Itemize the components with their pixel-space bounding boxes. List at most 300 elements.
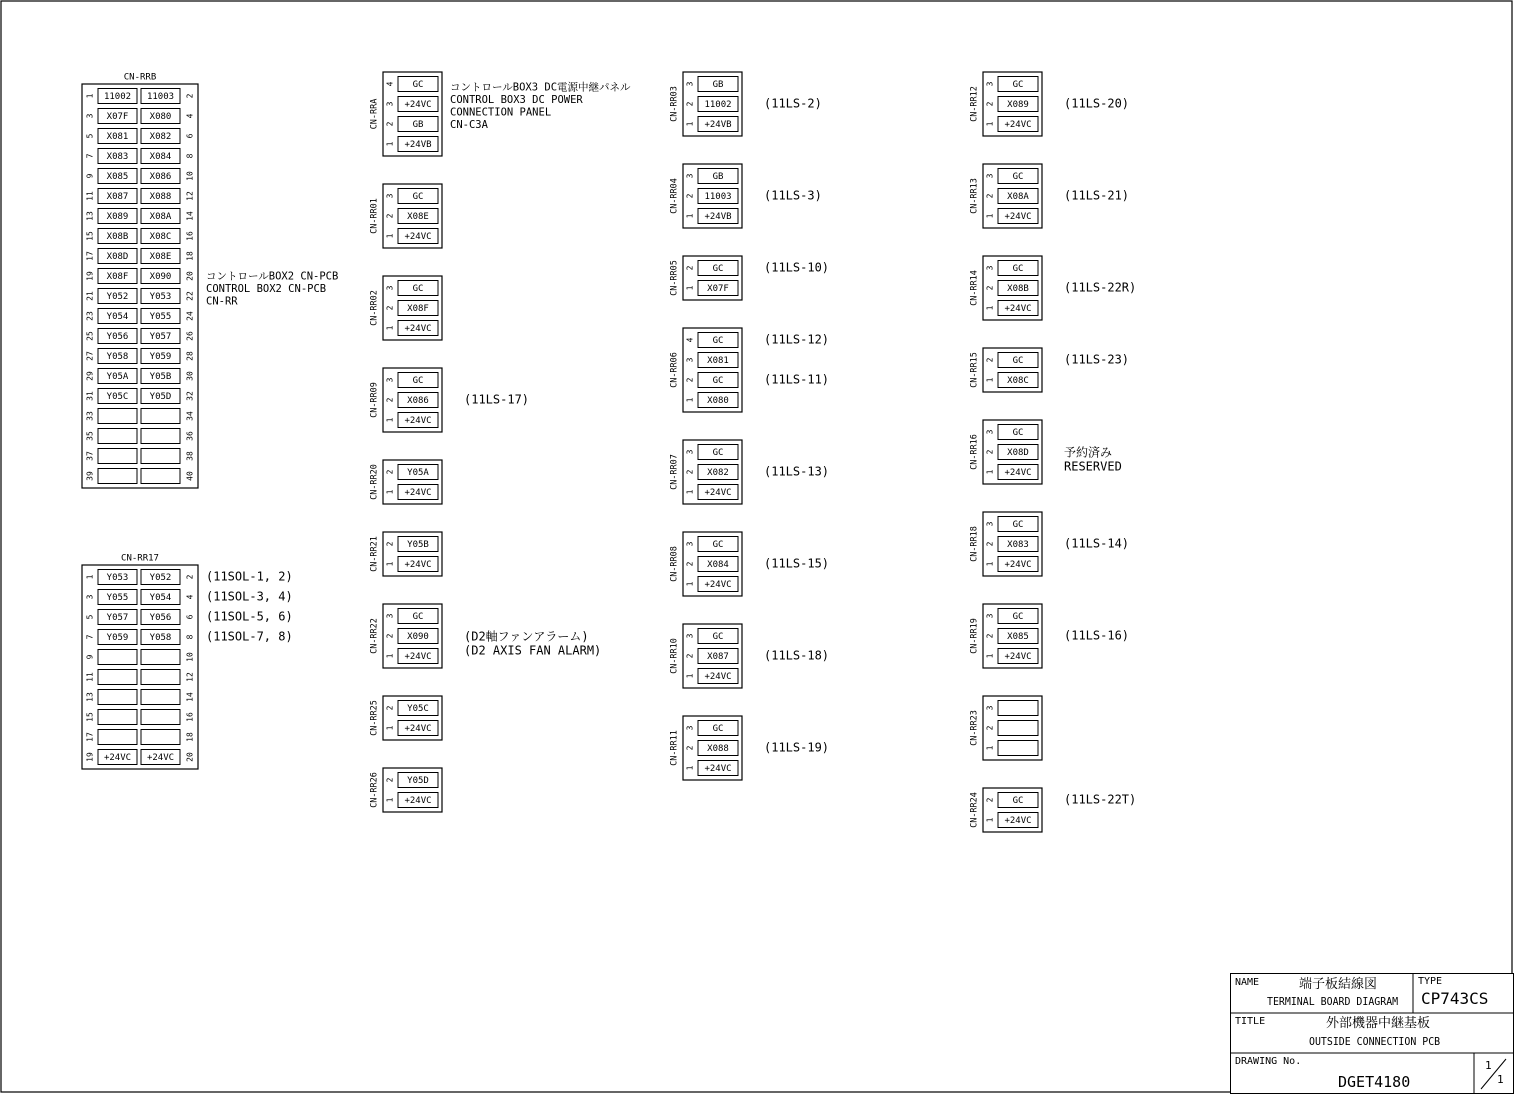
terminal-signal: +24VC (1004, 816, 1032, 826)
pin-number: 30 (185, 371, 195, 381)
pin-number: 3 (985, 265, 995, 271)
pin-number: 2 (685, 469, 695, 475)
terminal-signal: +24VC (704, 764, 732, 774)
pin-number: 3 (685, 541, 695, 547)
terminal-signal: GC (1012, 264, 1024, 274)
pin-number: 40 (185, 471, 195, 481)
pin-number: 6 (185, 614, 195, 620)
terminal-cell (98, 650, 137, 665)
connector-note: (11LS-13) (764, 464, 830, 479)
pin-number: 4 (185, 594, 195, 600)
connector-label: CN-RR16 (969, 434, 980, 470)
connector-note: (11LS-2) (764, 96, 822, 111)
terminal-signal: GB (412, 120, 424, 130)
terminal-signal: +24VB (404, 140, 432, 150)
pin-number: 35 (85, 431, 95, 441)
pin-number: 1 (685, 673, 695, 679)
terminal-signal: GC (712, 540, 724, 550)
title-jp: 外部機器中継基板 (1326, 1016, 1431, 1031)
pin-number: 2 (685, 377, 695, 383)
pin-number: 13 (85, 692, 95, 702)
terminal-signal: X084 (707, 560, 729, 570)
terminal-signal: X087 (106, 192, 129, 202)
pin-number: 2 (985, 797, 995, 803)
connector-note: (11LS-22R) (1064, 280, 1137, 295)
connector-label: CN-RR24 (969, 792, 980, 828)
pin-number: 2 (685, 265, 695, 271)
terminal-signal: Y05C (407, 704, 429, 714)
pin-number: 1 (385, 489, 395, 495)
pin-number: 1 (385, 725, 395, 731)
name-jp: 端子板結線図 (1299, 977, 1378, 992)
terminal-signal: X080 (707, 396, 729, 406)
terminal-cell (98, 690, 137, 705)
terminal-signal: GB (712, 172, 724, 182)
connector-cn-rr08 (670, 532, 743, 596)
terminal-cell (998, 741, 1038, 756)
pin-number: 16 (185, 231, 195, 241)
connector-label: CN-RR20 (369, 464, 380, 500)
pin-number: 11 (85, 191, 95, 201)
pin-number: 15 (85, 712, 95, 722)
pin-number: 4 (385, 81, 395, 87)
pin-number: 1 (985, 469, 995, 475)
pin-number: 8 (185, 153, 195, 159)
pin-number: 7 (85, 634, 95, 640)
pin-number: 1 (985, 377, 995, 383)
connector-note: RESERVED (1064, 459, 1122, 474)
connector-note: (11LS-15) (764, 556, 830, 571)
terminal-signal: Y05D (407, 776, 429, 786)
connector-label: CN-RR12 (969, 86, 980, 122)
terminal-signal: Y052 (106, 292, 129, 302)
pin-number: 2 (385, 777, 395, 783)
terminal-cell (141, 690, 180, 705)
pin-number: 11 (85, 672, 95, 682)
connector-cn-rr25 (370, 696, 443, 740)
connector-cn-rr04 (670, 164, 743, 228)
pin-number: 1 (385, 653, 395, 659)
terminal-signal: Y05A (407, 468, 429, 478)
sheet-number: 1 (1485, 1059, 1492, 1072)
pin-number: 18 (185, 732, 195, 742)
terminal-cell (998, 721, 1038, 736)
terminal-cell (98, 670, 137, 685)
pin-number: 2 (985, 357, 995, 363)
connector-cn-rr24 (970, 788, 1043, 832)
terminal-signal: Y05D (149, 392, 172, 402)
title-block (1230, 973, 1514, 1094)
pin-number: 2 (385, 121, 395, 127)
pin-number: 18 (185, 251, 195, 261)
pin-number: 1 (685, 489, 695, 495)
terminal-signal: X07F (106, 112, 129, 122)
connector-cn-rr23 (970, 696, 1043, 760)
pin-number: 34 (185, 411, 195, 421)
connector-note: (11SOL-1, 2) (206, 569, 293, 584)
connector-cn-rr01 (370, 184, 443, 248)
terminal-cell (141, 710, 180, 725)
terminal-signal: +24VC (404, 324, 432, 334)
connector-note: (11LS-20) (1064, 96, 1130, 111)
connector-cn-rrb (82, 73, 198, 489)
connector-cn-rr10 (670, 624, 743, 688)
connector-label: CN-RR17 (121, 553, 159, 564)
terminal-signal: +24VC (704, 672, 732, 682)
terminal-signal: Y056 (106, 332, 129, 342)
connector-cn-rr02 (370, 276, 443, 340)
pin-number: 19 (85, 752, 95, 762)
connector-note: (11LS-11) (764, 372, 830, 387)
terminal-signal: Y053 (149, 292, 172, 302)
connector-label: CN-RR02 (369, 290, 380, 326)
terminal-signal: 11002 (103, 92, 132, 102)
pin-number: 2 (385, 305, 395, 311)
connector-label: CN-RR04 (669, 178, 680, 214)
connector-layer (82, 72, 1136, 832)
terminal-signal: Y057 (106, 613, 129, 623)
connector-cn-rr03 (670, 72, 743, 136)
pin-number: 39 (85, 471, 95, 481)
pin-number: 2 (685, 653, 695, 659)
terminal-signal: GC (1012, 612, 1024, 622)
connector-note: CONTROL BOX2 CN-PCB (206, 283, 327, 295)
terminal-signal: X081 (707, 356, 729, 366)
connector-label: CN-RR06 (669, 352, 680, 388)
terminal-signal: GC (1012, 520, 1024, 530)
terminal-signal: GC (412, 192, 424, 202)
drawing-number: DGET4180 (1338, 1073, 1411, 1091)
connector-cn-rr12 (970, 72, 1043, 136)
pin-number: 1 (385, 233, 395, 239)
connector-label: CN-RR15 (969, 352, 980, 388)
type-value: CP743CS (1421, 989, 1489, 1008)
pin-number: 1 (685, 121, 695, 127)
terminal-signal: +24VC (404, 488, 432, 498)
terminal-signal: X08D (1007, 448, 1029, 458)
terminal-signal: X083 (106, 152, 129, 162)
pin-number: 12 (185, 191, 195, 201)
connector-note: CONNECTION PANEL (450, 106, 552, 119)
terminal-signal: +24VC (704, 488, 732, 498)
terminal-signal: X07F (707, 284, 729, 294)
pin-number: 7 (85, 153, 95, 159)
pin-number: 2 (685, 745, 695, 751)
pin-number: 2 (685, 561, 695, 567)
pin-number: 3 (685, 81, 695, 87)
terminal-signal: X080 (149, 112, 172, 122)
connector-cn-rr19 (970, 604, 1043, 668)
terminal-signal: X089 (106, 212, 129, 222)
pin-number: 2 (985, 541, 995, 547)
pin-number: 3 (985, 705, 995, 711)
terminal-cell (141, 449, 180, 464)
pin-number: 1 (685, 765, 695, 771)
terminal-signal: +24VC (404, 560, 432, 570)
connector-note: CN-C3A (450, 118, 488, 131)
terminal-signal: GC (412, 80, 424, 90)
connector-cn-rr20 (370, 460, 443, 504)
terminal-signal: +24VC (146, 753, 175, 763)
connector-note: (D2 AXIS FAN ALARM) (464, 643, 602, 658)
connector-label: CN-RR23 (969, 710, 980, 746)
pin-number: 38 (185, 451, 195, 461)
pin-number: 32 (185, 391, 195, 401)
pin-number: 10 (185, 171, 195, 181)
connector-label: CN-RRB (123, 72, 157, 83)
pin-number: 1 (685, 581, 695, 587)
pin-number: 3 (85, 594, 95, 600)
connector-note: (11LS-10) (764, 260, 830, 275)
terminal-signal: Y058 (149, 633, 172, 643)
terminal-signal: Y055 (149, 312, 172, 322)
pin-number: 14 (185, 211, 195, 221)
terminal-signal: X088 (149, 192, 172, 202)
sheet-border (1, 1, 1512, 1092)
connector-note: 予約済み (1064, 445, 1113, 460)
pin-number: 3 (385, 377, 395, 383)
terminal-signal: GC (712, 336, 724, 346)
connector-cn-rr14 (970, 256, 1043, 320)
pin-number: 19 (85, 271, 95, 281)
pin-number: 3 (85, 113, 95, 119)
terminal-signal: +24VC (1004, 468, 1032, 478)
terminal-cell (141, 429, 180, 444)
pin-number: 15 (85, 231, 95, 241)
terminal-signal: X08E (149, 252, 172, 262)
terminal-signal: Y054 (106, 312, 129, 322)
connector-cn-rr22 (370, 604, 443, 668)
terminal-signal: X088 (707, 744, 729, 754)
pin-number: 23 (85, 311, 95, 321)
terminal-cell (998, 701, 1038, 716)
terminal-signal: Y057 (149, 332, 172, 342)
pin-number: 1 (685, 397, 695, 403)
terminal-signal: Y05A (106, 372, 129, 382)
terminal-signal: Y054 (149, 593, 172, 603)
terminal-signal: GC (712, 376, 724, 386)
terminal-signal: +24VC (404, 724, 432, 734)
terminal-signal: 11003 (146, 92, 175, 102)
terminal-signal: 11003 (704, 192, 732, 202)
pin-number: 20 (185, 271, 195, 281)
connector-cn-rr15 (970, 348, 1043, 392)
terminal-signal: +24VC (1004, 212, 1032, 222)
connector-cn-rr07 (670, 440, 743, 504)
terminal-signal: +24VC (404, 652, 432, 662)
terminal-signal: X08F (106, 272, 129, 282)
terminal-signal: X084 (149, 152, 172, 162)
terminal-signal: +24VC (404, 232, 432, 242)
connector-note: (D2軸ファンアラーム) (464, 629, 589, 644)
connector-note: (11SOL-5, 6) (206, 609, 293, 624)
terminal-signal: X090 (407, 632, 429, 642)
terminal-signal: GC (412, 284, 424, 294)
terminal-signal: +24VB (704, 212, 732, 222)
pin-number: 1 (385, 417, 395, 423)
connector-note: (11LS-22T) (1064, 792, 1137, 807)
terminal-signal: +24VC (1004, 560, 1032, 570)
terminal-cell (98, 469, 137, 484)
pin-number: 3 (685, 449, 695, 455)
pin-number: 2 (385, 469, 395, 475)
pin-number: 1 (685, 213, 695, 219)
terminal-signal: X085 (1007, 632, 1029, 642)
connector-cn-rr06 (670, 328, 743, 412)
terminal-signal: Y059 (149, 352, 172, 362)
pin-number: 2 (385, 633, 395, 639)
connector-label: CN-RR13 (969, 178, 980, 214)
pin-number: 5 (85, 614, 95, 620)
connector-label: CN-RR09 (369, 382, 380, 418)
pin-number: 3 (985, 521, 995, 527)
pin-number: 1 (985, 817, 995, 823)
terminal-signal: X08E (407, 212, 429, 222)
pin-number: 1 (985, 121, 995, 127)
terminal-signal: Y058 (106, 352, 129, 362)
connector-note: (11LS-18) (764, 648, 830, 663)
pin-number: 2 (985, 633, 995, 639)
terminal-signal: X08B (106, 232, 129, 242)
pin-number: 2 (385, 705, 395, 711)
pin-number: 3 (985, 429, 995, 435)
terminal-cell (98, 429, 137, 444)
terminal-cell (98, 449, 137, 464)
pin-number: 5 (85, 133, 95, 139)
connector-cn-rr05 (670, 256, 743, 300)
connector-note: CN-RR (206, 295, 238, 308)
connector-label: CN-RR07 (669, 454, 680, 490)
terminal-cell (141, 469, 180, 484)
terminal-signal: X08A (1007, 192, 1029, 202)
connector-note: (11LS-23) (1064, 352, 1130, 367)
title-en: OUTSIDE CONNECTION PCB (1309, 1035, 1441, 1048)
sheet-total: 1 (1497, 1073, 1504, 1086)
terminal-cell (141, 670, 180, 685)
pin-number: 20 (185, 752, 195, 762)
terminal-signal: GC (1012, 80, 1024, 90)
terminal-signal: X089 (1007, 100, 1029, 110)
pin-number: 1 (985, 305, 995, 311)
title-label: TITLE (1235, 1016, 1266, 1027)
terminal-signal: GC (712, 264, 724, 274)
terminal-signal: GC (1012, 172, 1024, 182)
pin-number: 13 (85, 211, 95, 221)
terminal-signal: X08B (1007, 284, 1029, 294)
connector-label: CN-RR10 (669, 638, 680, 674)
pin-number: 2 (385, 213, 395, 219)
terminal-signal: +24VC (404, 100, 432, 110)
terminal-signal: X08D (106, 252, 129, 262)
terminal-signal: +24VC (1004, 304, 1032, 314)
pin-number: 4 (685, 337, 695, 343)
connector-cn-rr09 (370, 368, 443, 432)
pin-number: 9 (85, 654, 95, 660)
terminal-signal: X090 (149, 272, 172, 282)
connector-label: CN-RR26 (369, 772, 380, 808)
pin-number: 3 (685, 725, 695, 731)
terminal-signal: GC (712, 448, 724, 458)
terminal-signal: X081 (106, 132, 129, 142)
pin-number: 17 (85, 732, 95, 742)
pin-number: 2 (685, 193, 695, 199)
terminal-signal: +24VC (404, 416, 432, 426)
pin-number: 33 (85, 411, 95, 421)
connector-note: コントロールBOX3 DC電源中継パネル (450, 81, 631, 94)
pin-number: 2 (985, 285, 995, 291)
connector-label: CN-RR19 (969, 618, 980, 654)
terminal-signal: X08A (149, 212, 172, 222)
pin-number: 1 (385, 141, 395, 147)
terminal-signal: GC (712, 632, 724, 642)
type-label: TYPE (1418, 976, 1443, 987)
pin-number: 3 (985, 613, 995, 619)
connector-cn-rra (370, 72, 443, 156)
pin-number: 3 (685, 357, 695, 363)
terminal-signal: Y052 (149, 573, 172, 583)
terminal-cell (98, 409, 137, 424)
pin-number: 1 (385, 797, 395, 803)
terminal-signal: GB (712, 80, 724, 90)
connector-label: CN-RR05 (669, 260, 680, 296)
connector-cn-rr13 (970, 164, 1043, 228)
pin-number: 2 (385, 397, 395, 403)
terminal-signal: Y05C (106, 392, 129, 402)
pin-number: 1 (985, 745, 995, 751)
connector-note: (11LS-21) (1064, 188, 1130, 203)
name-en: TERMINAL BOARD DIAGRAM (1267, 995, 1399, 1008)
pin-number: 1 (985, 653, 995, 659)
connector-cn-rr17 (82, 554, 198, 770)
connector-note: (11LS-12) (764, 332, 830, 347)
pin-number: 1 (385, 325, 395, 331)
pin-number: 8 (185, 634, 195, 640)
pin-number: 2 (185, 574, 195, 580)
pin-number: 29 (85, 371, 95, 381)
connector-note: (11LS-19) (764, 740, 830, 755)
pin-number: 9 (85, 173, 95, 179)
pin-number: 3 (685, 173, 695, 179)
connector-note: CONTROL BOX3 DC POWER (450, 93, 583, 106)
terminal-signal: Y059 (106, 633, 129, 643)
connector-cn-rr21 (370, 532, 443, 576)
terminal-signal: X082 (707, 468, 729, 478)
terminal-signal: GC (712, 724, 724, 734)
connector-note: (11SOL-7, 8) (206, 629, 293, 644)
pin-number: 3 (385, 193, 395, 199)
connector-note: コントロールBOX2 CN-PCB (206, 270, 339, 283)
connector-frame (82, 84, 198, 488)
pin-number: 3 (985, 81, 995, 87)
connector-label: CN-RR11 (669, 730, 680, 766)
terminal-cell (98, 730, 137, 745)
pin-number: 1 (985, 561, 995, 567)
connector-label: CN-RR21 (369, 536, 380, 572)
terminal-signal: Y05B (407, 540, 429, 550)
pin-number: 26 (185, 331, 195, 341)
connector-label: CN-RR22 (369, 618, 380, 654)
pin-number: 3 (985, 173, 995, 179)
connector-cn-rr16 (970, 420, 1043, 484)
pin-number: 2 (985, 725, 995, 731)
terminal-signal: X083 (1007, 540, 1029, 550)
terminal-signal: Y05B (149, 372, 172, 382)
connector-label: CN-RR18 (969, 526, 980, 562)
pin-number: 2 (985, 101, 995, 107)
connector-note: (11LS-16) (1064, 628, 1130, 643)
terminal-signal: Y053 (106, 573, 129, 583)
connector-cn-rr11 (670, 716, 743, 780)
